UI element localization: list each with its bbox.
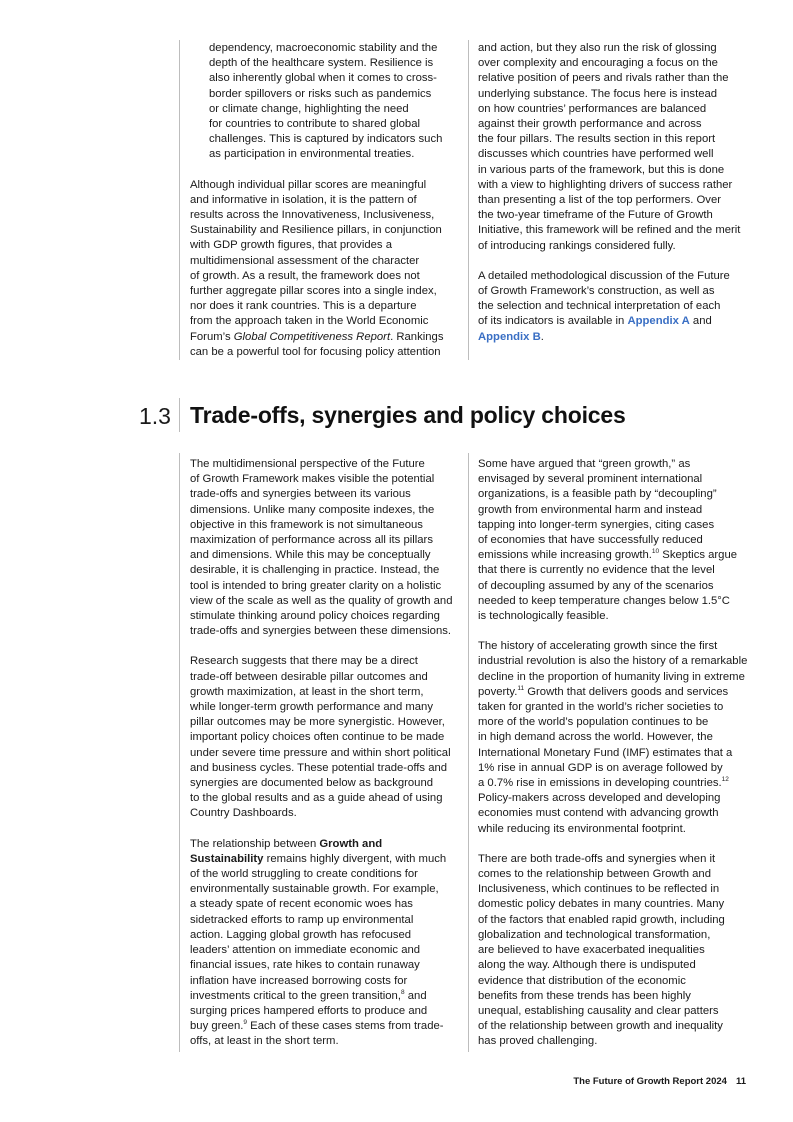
column-rule-top-left (179, 40, 180, 360)
section-number-rule (179, 398, 180, 432)
green-growth-paragraph: Some have argued that “green growth,” as envisaged by several prominent international organizations, is a feasible path by “decoupling” growth from environmental harm and instead tapping into longer-term synergies, citing cases of economies that have successfully reduced emissions while increasing growth.$^{10}$ Skeptics argue that there is currently no evidence that the level of decoupling assumed by any of the scenarios needed to keep temperature changes below 1.5°C is technologically feasible. (478, 458, 738, 623)
pillar-scores-paragraph: Although individual pillar scores are meaningful and informative in isolation, it is the pattern of results across the Innovativeness, Inclusiveness, Sustainability and Resilience pillars, in conjunction with GDP growth figures, that provides a multidimensional assessment of the character of growth. As a result, the framework does not further aggregate pillar scores into a single index, nor does it rank countries. This is a departure from the approach taken in the World Economic Forum’s Global Competitiveness Report. Rankings can be a powerful tool for focusing policy attention (190, 178, 444, 358)
footnote-ref-8[interactable]: 8 (400, 988, 405, 996)
resilience-indented-paragraph: dependency, macroeconomic stability and the depth of the healthcare system. Resilience is also inherently global when it comes to cross- border spillovers or risks such as pandemics or climate change, highlighting the need for countries to contribute to shared global challenges. This is captured by indicators such as participation in environmental treaties. (209, 42, 443, 161)
footnote-ref-9[interactable]: 9 (243, 1019, 248, 1027)
column-rule-bottom-left (179, 453, 180, 1052)
page-number: 11 (735, 1076, 746, 1087)
top-left-column (190, 41, 462, 360)
methodology-paragraph: A detailed methodological discussion of the Future of Growth Framework’s construction, as well as the selection and technical interpretation of each of its indicators is available in Appendix A and Appendix B. (478, 269, 730, 343)
appendix-b-link[interactable]: Appendix B (478, 330, 541, 343)
column-rule-top-right (468, 40, 469, 360)
page-footer (520, 1076, 746, 1087)
footnote-ref-10[interactable]: 10 (651, 548, 660, 556)
growth-sustainability-paragraph: The relationship between Growth and Sustainability remains highly divergent, with much of the world struggling to create conditions for environmentally sustainable growth. For example, a steady spate of recent economic woes has sidetracked efforts to ramp up environmental action. Lagging global growth has refocused leaders’ attention on immediate economic and financial issues, rate hikes to contain runaway inflation have increased borrowing costs for investments critical to the green transition,$^8$ and surging prices hampered efforts to produce and buy green.$^9$ Each of these cases stems from trade- offs, at least in the short term. (190, 837, 447, 1048)
appendix-a-link[interactable]: Appendix A (627, 315, 690, 328)
footnote-ref-12[interactable]: 12 (721, 776, 729, 784)
rankings-paragraph: and action, but they also run the risk of glossing over complexity and encouraging a focus on the relative position of peers and rivals rather than the underlying substance. The focus here is instead on how countries’ performances are balanced against their growth performance and across the four pillars. The results section in this report discusses which countries have performed well in various parts of the framework, but this is done with a view to highlighting drivers of success rather than presenting a list of the top performers. Over the two-year timeframe of the Future of Growth Initiative, this framework will be refined and the merit of introducing rankings considered fully. (478, 42, 741, 252)
section-title: Trade-offs, synergies and policy choices (190, 402, 626, 428)
bottom-right-column (478, 457, 750, 1050)
column-rule-bottom-right (468, 453, 469, 1052)
bottom-left-column (190, 457, 464, 1050)
section-number: 1.3 (139, 403, 171, 429)
poverty-emissions-paragraph: The history of accelerating growth since the first industrial revolution is also the history of a remarkable decline in the proportion of humanity living in extreme poverty.$^{11}$ Growth that delivers goods and services taken for granted in the world’s richer societies to more of the world’s population continues to be in high demand across the world. However, the International Monetary Fund (IMF) estimates that a 1% rise in annual GDP is on average followed by a 0.7% rise in emissions in developing countries.$^{12}$ Policy-makers across developed and developing economies must contend with advancing growth while reducing its environmental footprint. (478, 640, 748, 835)
multidimensional-paragraph: The multidimensional perspective of the Future of Growth Framework makes visible the potential trade-offs and synergies between its various dimensions. Unlike many composite indexes, the objective in this framework is not simultaneous maximization of performance across all its pillars and dimensions. While this may be conceptually desirable, it is challenging in practice. Instead, the tool is intended to bring greater clarity on a holistic view of the scale as well as the quality of growth and stimulate thinking around policy choices regarding trade-offs and synergies between these dimensions. (190, 458, 453, 638)
top-right-column (478, 41, 750, 345)
footnote-ref-11[interactable]: 11 (517, 684, 525, 692)
footer-report-title: The Future of Growth Report 2024 (573, 1076, 727, 1087)
research-paragraph: Research suggests that there may be a direct trade-off between desirable pillar outcomes and growth maximization, at least in the short term, while longer-term growth performance and many pillar outcomes may be more synergistic. However, important policy choices often continue to be made under severe time pressure and within short political and business cycles. These potential trade-offs and synergies are documented below as background to the global results and as a guide ahead of using Country Dashboards. (190, 655, 451, 820)
report-title-italic: Global Competitiveness Report (233, 330, 391, 343)
growth-inclusiveness-paragraph: There are both trade-offs and synergies when it comes to the relationship between Growth and Inclusiveness, which continues to be reflected in domestic policy debates in many countries. Many of the factors that enabled rapid growth, including globalization and technological transformation, are believed to have exacerbated inequalities along the way. Although there is undisputed evidence that distribution of the economic benefits from these trends has been highly unequal, establishing causality and clear patters of the relationship between growth and inequality has proved challenging. (478, 852, 725, 1048)
